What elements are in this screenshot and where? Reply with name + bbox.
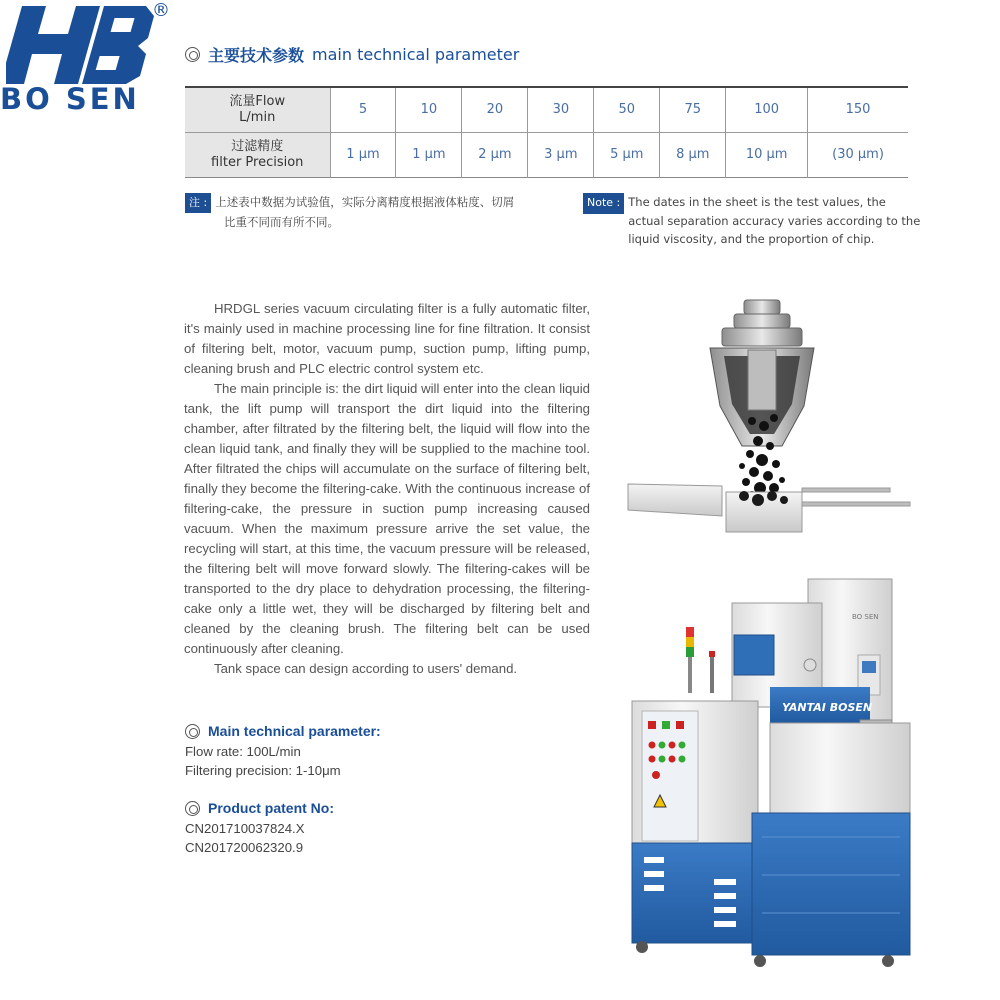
patent-number: CN201710037824.X [185,821,305,836]
precision-cell: 5 μm [594,132,660,177]
note-english [583,193,923,249]
note-cn-line2: 比重不同而有所不同。 [224,215,339,229]
description-paragraph: HRDGL series vacuum circulating filter is a fully automatic filter, it's mainly used in machine processing line for fine filtration. It consist of filtering belt, motor, vacuum pump, suction pump, lifting pump, cleaning brush and PLC electric control system etc. [184,301,590,376]
double-circle-icon [185,47,200,62]
vacuum-filter-machine-illustration [620,575,920,1000]
flow-rate-text: Flow rate: 100L/min [185,744,301,759]
precision-cell: 10 μm [726,132,808,177]
description-paragraph: Tank space can design according to users' demand. [214,661,518,676]
precision-cell: 3 μm [528,132,594,177]
precision-cell: 1 μm [330,132,396,177]
row-header-precision [185,132,330,177]
table-row-flow [185,87,908,132]
flow-cell: 5 [330,87,396,132]
section-heading-en: main technical parameter [312,45,520,64]
bosen-logo-mark [6,6,154,86]
note-tag-en: Note : [583,193,624,214]
section-heading-cn: 主要技术参数 [208,46,305,65]
flow-cell: 150 [808,87,908,132]
bosen-logo [0,0,180,118]
parameter-table [185,86,908,178]
flow-cell: 30 [528,87,594,132]
double-circle-icon [185,724,200,739]
machine-badge: BO SEN [852,613,879,621]
row-header-precision-cn: 过滤精度 [231,138,284,154]
flow-cell: 10 [396,87,462,132]
description-paragraph: The main principle is: the dirt liquid will enter into the clean liquid tank, the lift pump will transport the dirt liquid into the filtering chamber, after filtrated by the filtering belt, the liquid will flow into the clean liquid tank, and finally they will be supplied to the machine tool. After filtrated the chips will accumulate on the surface of filtering belt, finally they become the filtering-cake. With the continuous increase of filtering-cake, the pressure in suction pump increasing caused vacuum. When the maximum pressure arrive the set value, the recycling will start, at this time, the vacuum pressure will be released, the filtering belt will move forward slowly. The filtering-cakes will be transported to the dry place to dehydration processing, the filtering-cake only a little wet, they will be discharged by filtering belt and cleaned by the cleaning brush. The filtering belt can be used continuously after cleaning. [184,381,590,656]
filtering-precision-text: Filtering precision: 1-10μm [185,763,341,778]
flow-cell: 100 [726,87,808,132]
section-heading [185,43,519,66]
flow-cell: 75 [660,87,726,132]
row-header-flow [185,87,330,132]
note-cn-line1: 上述表中数据为试验值，实际分离精度根据液体粘度、切屑 [215,195,515,209]
note-tag-cn: 注 : [185,193,211,213]
patent-title: Product patent No: [208,800,334,816]
patent-block [185,799,334,857]
note-chinese [185,193,555,231]
main-parameter-block [185,722,381,780]
flow-cell: 50 [594,87,660,132]
precision-cell: (30 μm) [808,132,908,177]
note-en-text: The dates in the sheet is the test values, the actual separation accuracy varies according to the liquid viscosity, and the proportion of chip. [628,195,921,246]
row-header-flow-cn: 流量Flow [229,93,286,109]
brand-name: BO SEN [0,82,140,116]
description-body [184,299,590,679]
registered-mark: ® [152,0,170,21]
row-header-flow-en: L/min [239,109,276,125]
main-parameter-title: Main technical parameter: [208,723,381,739]
precision-cell: 2 μm [462,132,528,177]
machine-brand-label: YANTAI BOSEN [782,701,873,714]
flow-cell: 20 [462,87,528,132]
precision-cell: 1 μm [396,132,462,177]
filter-funnel-illustration [622,296,914,536]
patent-number: CN201720062320.9 [185,840,304,855]
precision-cell: 8 μm [660,132,726,177]
double-circle-icon [185,801,200,816]
row-header-precision-en: filter Precision [211,154,304,170]
table-row-precision [185,132,908,177]
